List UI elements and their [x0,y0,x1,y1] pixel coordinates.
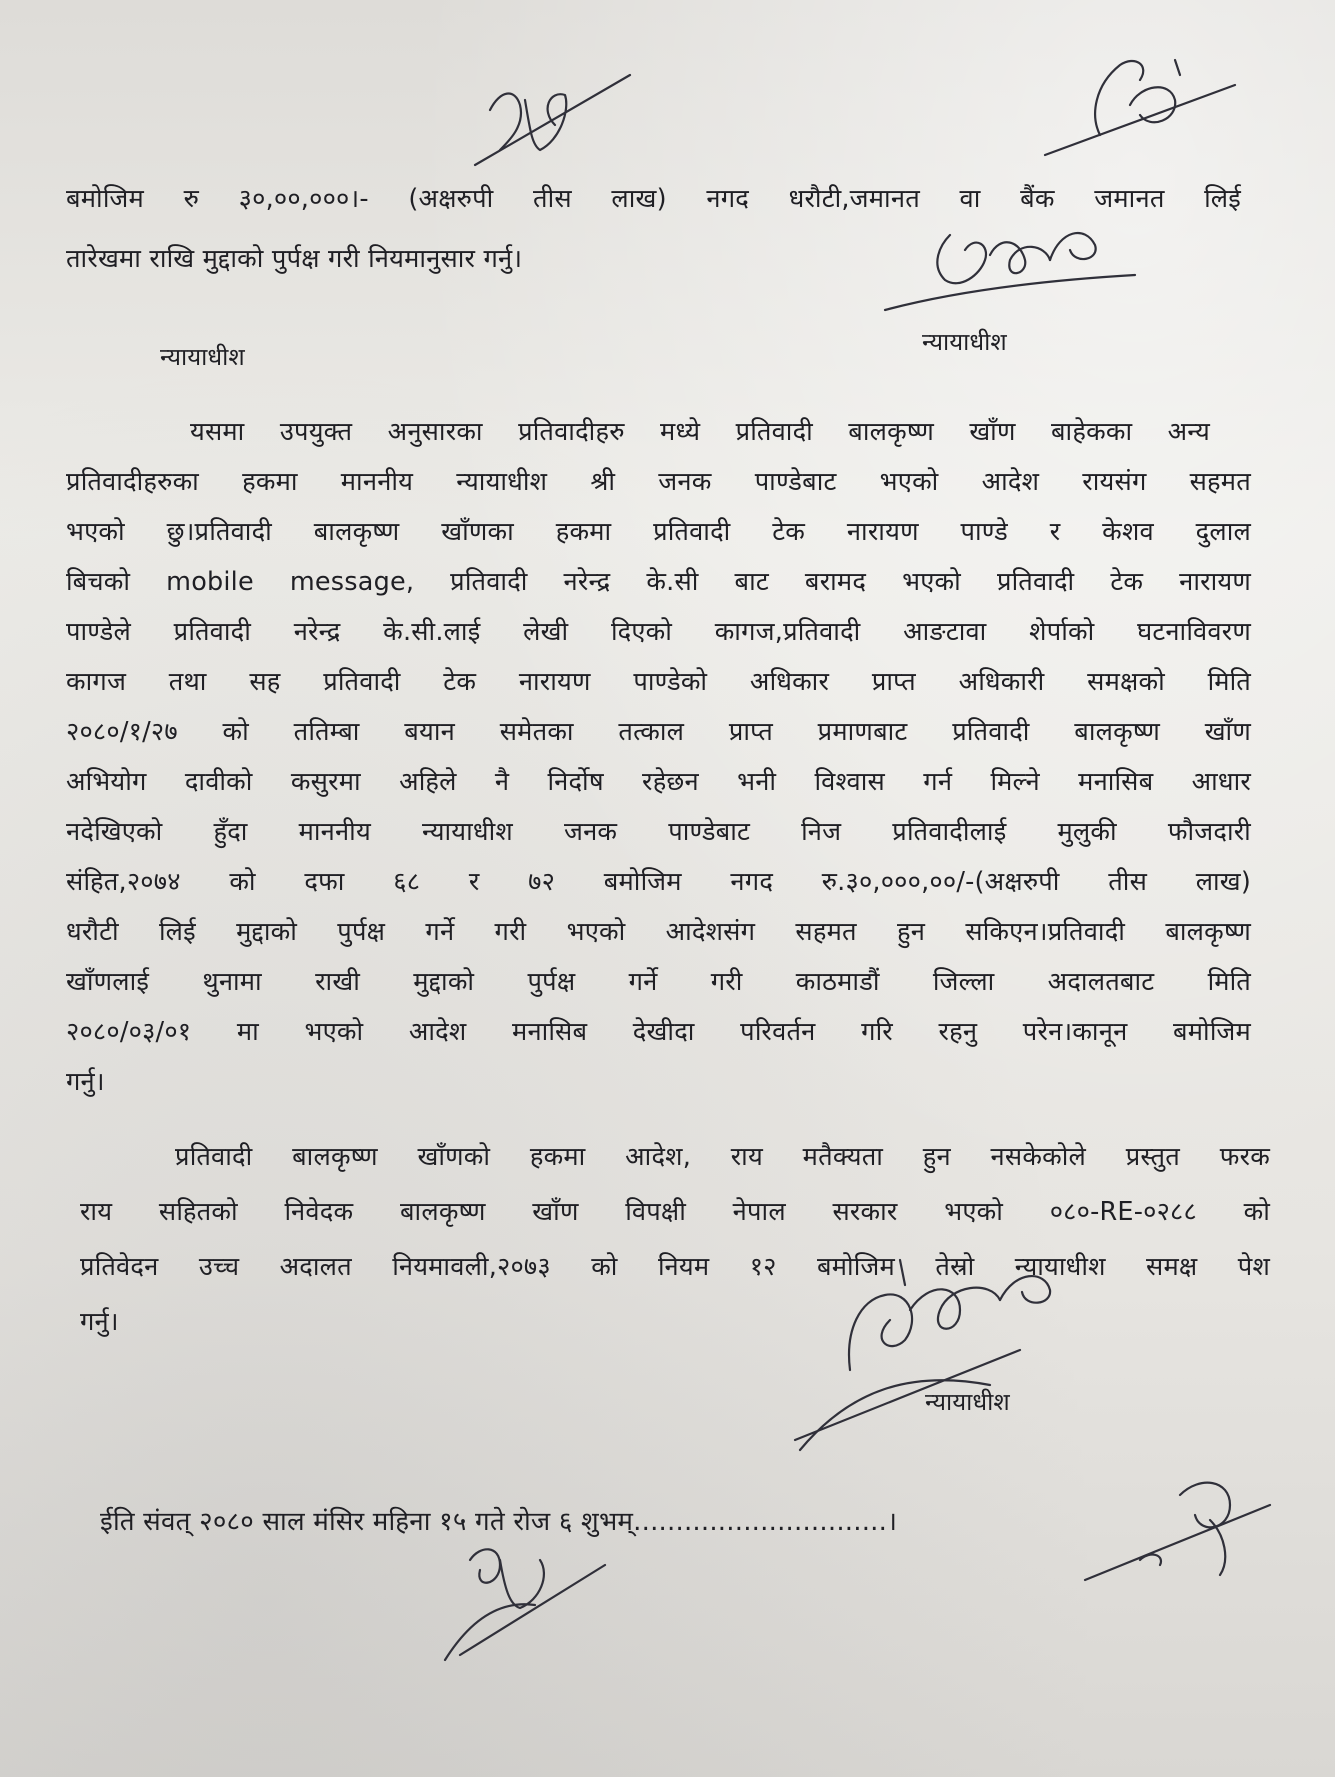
text-line-top-1: बमोजिम रु ३०,००,०००।- (अक्षरुपी तीस लाख) नगद धरौटी,जमानत वा बैंक जमानत लिई [66,184,1241,214]
judge-title-right: न्यायाधीश [922,328,1007,356]
paragraph-2-line: राय सहितको निवेदक बालकृष्ण खाँण विपक्षी नेपाल सरकार भएको ०८०-RE-०२८८ को [80,1197,1270,1227]
paragraph-2-line: प्रतिवादी बालकृष्ण खाँणको हकमा आदेश, राय मतैक्यता हुन नसकेकोले प्रस्तुत फरक [175,1142,1270,1172]
paragraph-2-line: गर्नु। [80,1307,119,1337]
signature-bottom-center [440,1530,620,1670]
closing-line: ईति संवत् २०८० साल मंसिर महिना १५ गते रोज ६ शुभम्..............................। [100,1507,898,1537]
paragraph-1-line: अभियोग दावीको कसुरमा अहिले नै निर्दोष रहेछन भनी विश्वास गर्न मिल्ने मनासिब आधार [66,767,1251,797]
paragraph-1-line: कागज तथा सह प्रतिवादी टेक नारायण पाण्डेको अधिकार प्राप्त अधिकारी समक्षको मिति [66,667,1251,697]
text-line-top-2: तारेखमा राखि मुद्दाको पुर्पक्ष गरी नियमानुसार गर्नु। [66,244,523,274]
paragraph-1-line: बिचको mobile message, प्रतिवादी नरेन्द्र के.सी बाट बरामद भएको प्रतिवादी टेक नारायण [66,567,1251,597]
paragraph-1-line: यसमा उपयुक्त अनुसारका प्रतिवादीहरु मध्ये प्रतिवादी बालकृष्ण खाँण बाहेकका अन्य [190,417,1210,447]
paragraph-1-line: संहित,२०७४ को दफा ६८ र ७२ बमोजिम नगद रु.३०,०००,००/-(अक्षरुपी तीस लाख) [66,867,1251,897]
paragraph-1-line: धरौटी लिई मुद्दाको पुर्पक्ष गर्ने गरी भएको आदेशसंग सहमत हुन सकिएन।प्रतिवादी बालकृष्ण [66,917,1251,947]
judge-title-left: न्यायाधीश [160,343,245,371]
paragraph-2-line: प्रतिवेदन उच्च अदालत नियमावली,२०७३ को नियम १२ बमोजिम तेस्रो न्यायाधीश समक्ष पेश [80,1252,1270,1282]
paragraph-1-line: प्रतिवादीहरुका हकमा माननीय न्यायाधीश श्री जनक पाण्डेबाट भएको आदेश रायसंग सहमत [66,467,1251,497]
signature-top-right [1040,45,1240,165]
paragraph-1-line: नदेखिएको हुँदा माननीय न्यायाधीश जनक पाण्डेबाट निज प्रतिवादीलाई मुलुकी फौजदारी [66,817,1251,847]
paragraph-1-line: गर्नु। [66,1067,105,1097]
paragraph-1-line: भएको छु।प्रतिवादी बालकृष्ण खाँणका हकमा प्रतिवादी टेक नारायण पाण्डे र केशव दुलाल [66,517,1251,547]
judge-title-bottom: न्यायाधीश [925,1388,1010,1416]
paragraph-1-line: २०८०/०३/०१ मा भएको आदेश मनासिब देखीदा परिवर्तन गरि रहनु परेन।कानून बमोजिम [66,1017,1251,1047]
paragraph-1-line: पाण्डेले प्रतिवादी नरेन्द्र के.सी.लाई लेखी दिएको कागज,प्रतिवादी आङटावा शेर्पाको घटनाविवरण [66,617,1251,647]
paragraph-1-line: २०८०/१/२७ को ततिम्बा बयान समेतका तत्काल प्राप्त प्रमाणबाट प्रतिवादी बालकृष्ण खाँण [66,717,1251,747]
signature-top-left [470,70,650,180]
paragraph-1-line: खाँणलाई थुनामा राखी मुद्दाको पुर्पक्ष गर्ने गरी काठमाडौं जिल्ला अदालतबाट मिति [66,967,1251,997]
